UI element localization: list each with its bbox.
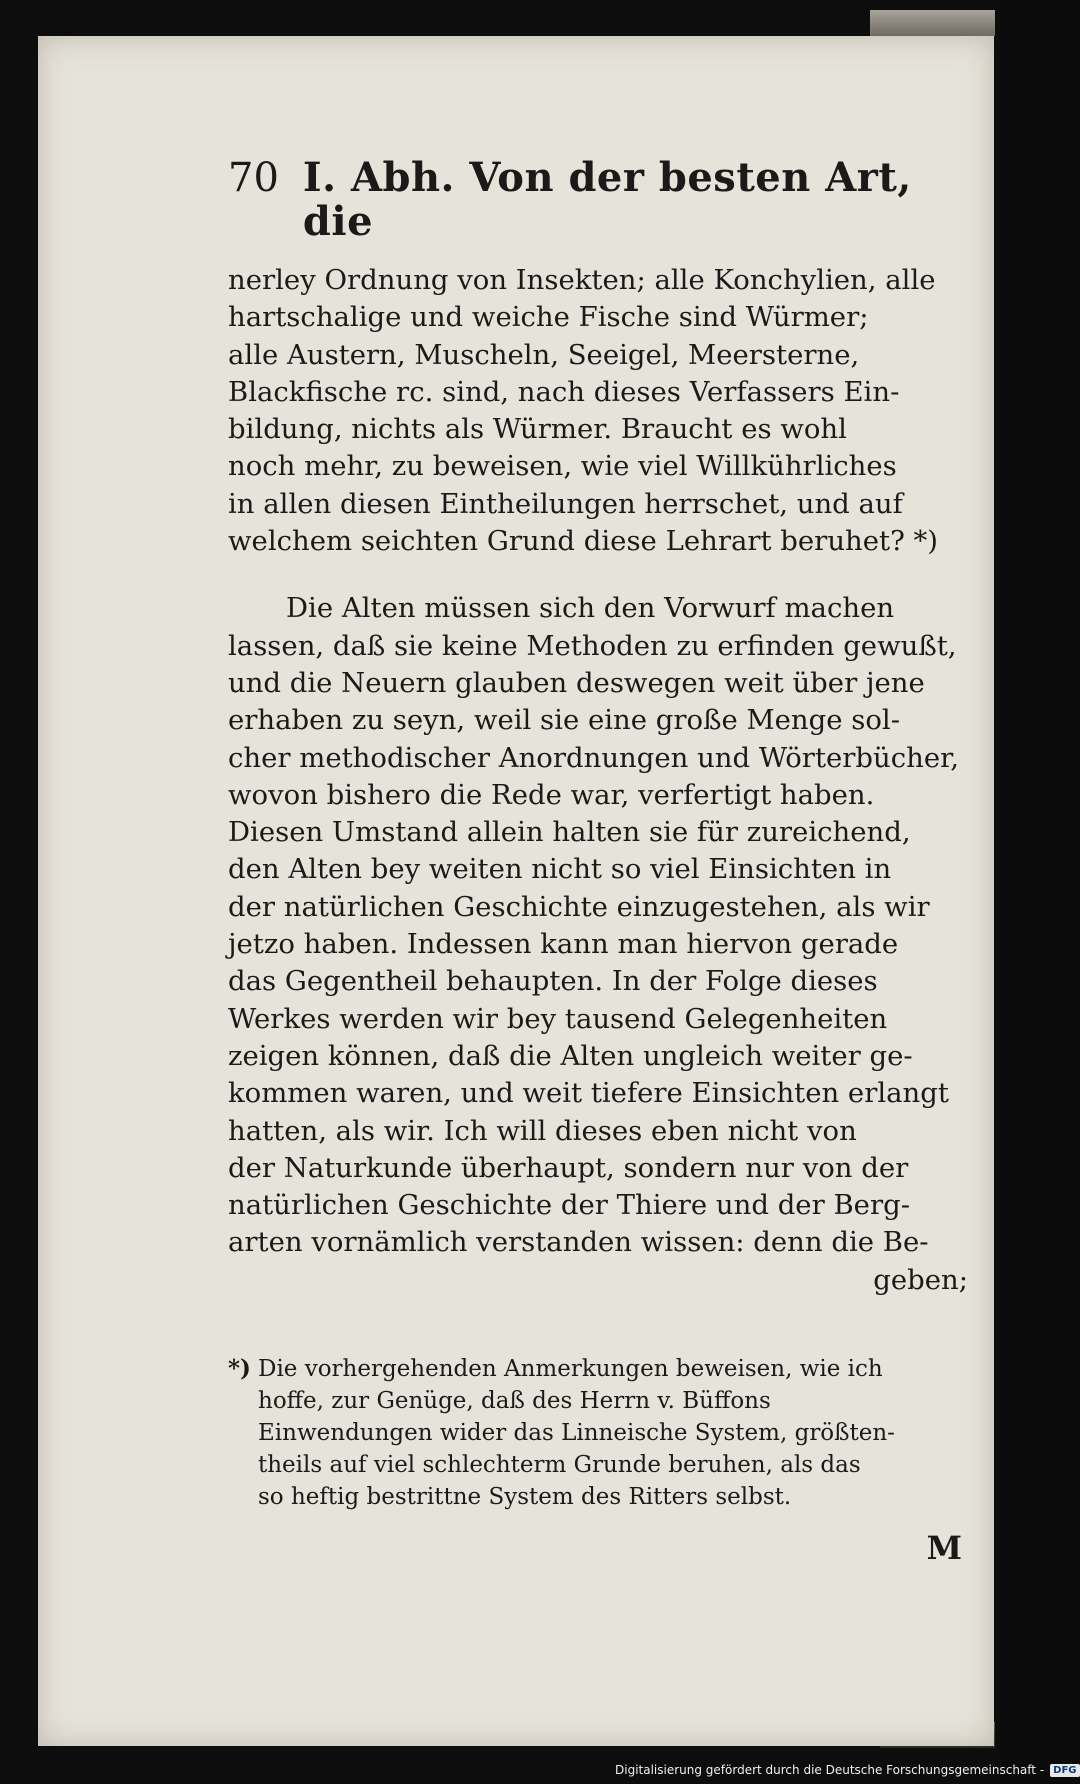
running-head [228, 156, 968, 244]
text-line: Die Alten müssen sich den Vorwurf machen [286, 592, 895, 625]
paragraph-1 [228, 262, 968, 560]
text-line: der Naturkunde überhaupt, sondern nur von der [228, 1151, 909, 1184]
text-line: lassen, daß sie keine Methoden zu erfinden gewußt, [228, 629, 957, 662]
paragraph-gap [228, 560, 968, 590]
text-line: wovon bishero die Rede war, verfertigt haben. [228, 778, 875, 811]
text-line: und die Neuern glauben deswegen weit über jene [228, 666, 925, 699]
text-line: zeigen können, daß die Alten ungleich weiter ge- [228, 1039, 913, 1072]
text-line: nerley Ordnung von Insekten; alle Konchylien, alle [228, 264, 936, 296]
text-line: der natürlichen Geschichte einzugestehen, als wir [228, 890, 930, 923]
digitization-credit [615, 1760, 1077, 1780]
text-line: Werkes werden wir bey tausend Gelegenheiten [228, 1002, 888, 1035]
running-head-title: I. Abh. Von der besten Art, die [302, 154, 912, 245]
signature-mark: M [926, 1529, 962, 1568]
dfg-logo: DFG [1050, 1764, 1079, 1777]
page-content [228, 156, 968, 1567]
text-line: das Gegentheil behaupten. In der Folge dieses [228, 965, 878, 998]
text-line: erhaben zu seyn, weil sie eine große Menge sol- [228, 704, 900, 737]
footnote-line: Die vorhergehenden Anmerkungen beweisen, wie ich [258, 1356, 883, 1383]
text-line: hartschalige und weiche Fische sind Würmer; [228, 301, 869, 334]
paragraph-2 [228, 590, 968, 1261]
footnote-line: hoffe, zur Genüge, daß des Herrn v. Büffons [258, 1388, 771, 1415]
credit-text: Digitalisierung gefördert durch die Deutsche Forschungsgemeinschaft - [615, 1763, 1045, 1777]
text-line: alle Austern, Muscheln, Seeigel, Meersterne, [228, 338, 860, 371]
text-line: cher methodischer Anordnungen und Wörterbücher, [228, 741, 959, 774]
text-line: hatten, als wir. Ich will dieses eben nicht von [228, 1114, 857, 1147]
text-line: in allen diesen Eintheilungen herrschet, und auf [228, 487, 903, 520]
text-line: welchem seichten Grund diese Lehrart beruhet? *) [228, 525, 939, 558]
page-number: 70 [228, 155, 279, 201]
text-line: Blackfische rc. sind, nach dieses Verfassers Ein- [228, 375, 900, 408]
book-edge-top [870, 10, 995, 36]
footnote [228, 1353, 968, 1513]
text-line: bildung, nichts als Würmer. Braucht es wohl [228, 413, 847, 446]
text-line: den Alten bey weiten nicht so viel Einsichten in [228, 853, 892, 886]
text-line: noch mehr, zu beweisen, wie viel Willkührliches [228, 450, 897, 483]
text-line: jetzo haben. Indessen kann man hiervon gerade [228, 928, 899, 961]
footnote-line: Einwendungen wider das Linneische System, größten- [258, 1420, 895, 1447]
text-line: arten vornämlich verstanden wissen: denn die Be- [228, 1226, 929, 1259]
book-page [38, 36, 994, 1746]
footnote-line: so heftig bestrittne System des Ritters selbst. [258, 1484, 792, 1511]
footnote-mark: *) [228, 1355, 251, 1383]
text-line: Diesen Umstand allein halten sie für zureichend, [228, 816, 911, 849]
footnote-line: theils auf viel schlechterm Grunde beruhen, als das [258, 1452, 861, 1479]
body-text [228, 262, 968, 1299]
text-line: kommen waren, und weit tiefere Einsichten erlangt [228, 1077, 949, 1110]
catchword: geben; [873, 1263, 968, 1296]
text-line: natürlichen Geschichte der Thiere und der Berg- [228, 1189, 910, 1222]
